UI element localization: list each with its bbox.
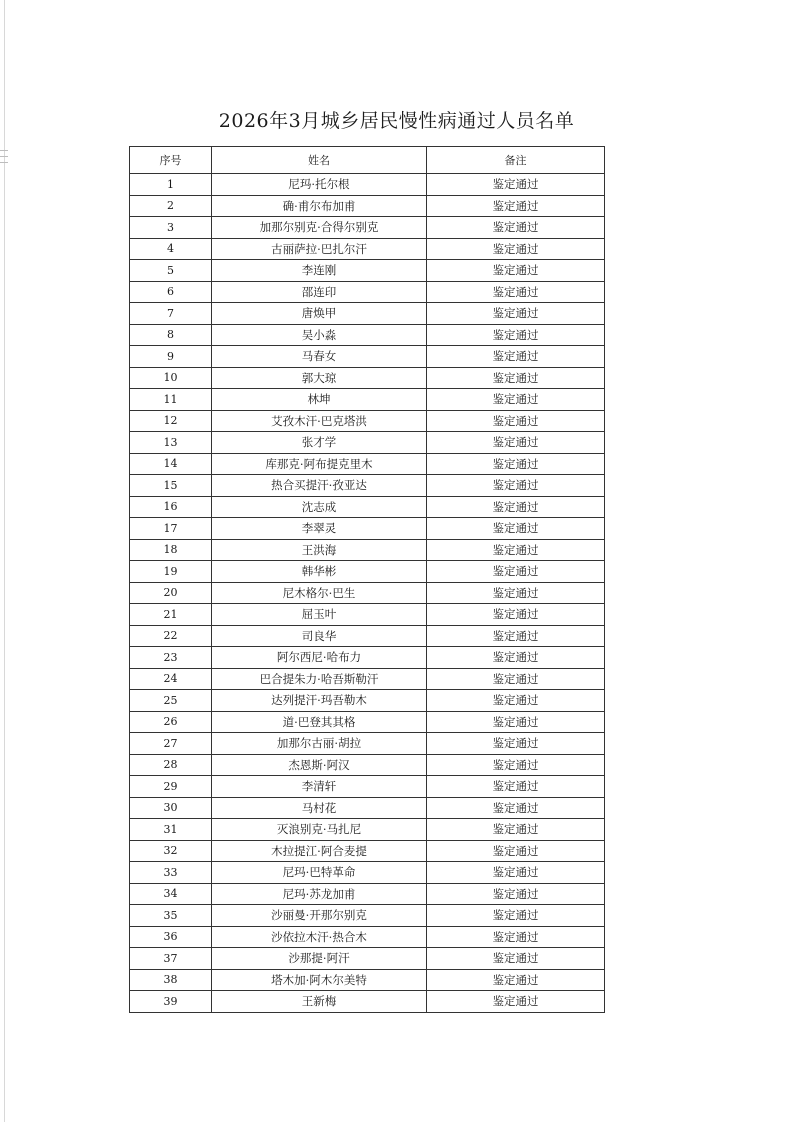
table-header-row	[130, 147, 605, 174]
name-cell: 吴小淼	[212, 324, 427, 346]
serial-number-cell: 38	[130, 969, 212, 991]
serial-number-cell: 10	[130, 367, 212, 389]
document-title: 2026年3月城乡居民慢性病通过人员名单	[218, 110, 575, 132]
remarks-cell: 鉴定通过	[427, 432, 605, 454]
serial-number-cell: 22	[130, 625, 212, 647]
serial-number-cell: 12	[130, 410, 212, 432]
table-row	[130, 475, 605, 497]
table-row	[130, 647, 605, 669]
remarks-cell: 鉴定通过	[427, 647, 605, 669]
serial-number-cell: 14	[130, 453, 212, 475]
remarks-cell: 鉴定通过	[427, 776, 605, 798]
serial-number-cell: 35	[130, 905, 212, 927]
table-row	[130, 346, 605, 368]
remarks-cell: 鉴定通过	[427, 754, 605, 776]
name-cell: 艾孜木汗·巴克塔洪	[212, 410, 427, 432]
remarks-cell: 鉴定通过	[427, 969, 605, 991]
table-row	[130, 905, 605, 927]
remarks-cell: 鉴定通过	[427, 174, 605, 196]
remarks-cell: 鉴定通过	[427, 238, 605, 260]
table-row	[130, 174, 605, 196]
serial-number-cell: 28	[130, 754, 212, 776]
remarks-cell: 鉴定通过	[427, 475, 605, 497]
remarks-cell: 鉴定通过	[427, 948, 605, 970]
serial-number-cell: 34	[130, 883, 212, 905]
name-cell: 李连刚	[212, 260, 427, 282]
serial-number-cell: 27	[130, 733, 212, 755]
serial-number-cell: 18	[130, 539, 212, 561]
serial-number-cell: 31	[130, 819, 212, 841]
remarks-cell: 鉴定通过	[427, 217, 605, 239]
name-cell: 沙依拉木汗·热合木	[212, 926, 427, 948]
serial-number-cell: 6	[130, 281, 212, 303]
name-cell: 热合买提汗·孜亚达	[212, 475, 427, 497]
remarks-cell: 鉴定通过	[427, 862, 605, 884]
name-cell: 沙那提·阿汗	[212, 948, 427, 970]
scan-mark	[0, 162, 8, 163]
table-row	[130, 711, 605, 733]
serial-number-cell: 32	[130, 840, 212, 862]
name-cell: 王新梅	[212, 991, 427, 1013]
table-row	[130, 883, 605, 905]
remarks-cell: 鉴定通过	[427, 905, 605, 927]
name-cell: 灭浪别克·马扎尼	[212, 819, 427, 841]
scan-edge-line	[4, 0, 5, 1122]
remarks-cell: 鉴定通过	[427, 840, 605, 862]
serial-number-cell: 13	[130, 432, 212, 454]
remarks-cell: 鉴定通过	[427, 625, 605, 647]
name-cell: 加那尔别克·合得尔别克	[212, 217, 427, 239]
table-row	[130, 991, 605, 1013]
table-row	[130, 367, 605, 389]
table-row	[130, 389, 605, 411]
serial-number-cell: 3	[130, 217, 212, 239]
name-cell: 沈志成	[212, 496, 427, 518]
serial-number-cell: 39	[130, 991, 212, 1013]
remarks-cell: 鉴定通过	[427, 883, 605, 905]
header-remarks: 备注	[427, 147, 605, 174]
name-cell: 李清轩	[212, 776, 427, 798]
table-row	[130, 926, 605, 948]
serial-number-cell: 5	[130, 260, 212, 282]
table-row	[130, 561, 605, 583]
table-body	[130, 174, 605, 1013]
table-row	[130, 410, 605, 432]
name-cell: 林坤	[212, 389, 427, 411]
name-cell: 屈玉叶	[212, 604, 427, 626]
remarks-cell: 鉴定通过	[427, 926, 605, 948]
name-cell: 张才学	[212, 432, 427, 454]
serial-number-cell: 29	[130, 776, 212, 798]
table-row	[130, 948, 605, 970]
table-row	[130, 840, 605, 862]
remarks-cell: 鉴定通过	[427, 582, 605, 604]
remarks-cell: 鉴定通过	[427, 690, 605, 712]
remarks-cell: 鉴定通过	[427, 367, 605, 389]
remarks-cell: 鉴定通过	[427, 539, 605, 561]
remarks-cell: 鉴定通过	[427, 303, 605, 325]
name-cell: 马村花	[212, 797, 427, 819]
table-row	[130, 260, 605, 282]
table-row	[130, 668, 605, 690]
serial-number-cell: 33	[130, 862, 212, 884]
serial-number-cell: 15	[130, 475, 212, 497]
name-cell: 木拉提江·阿合麦提	[212, 840, 427, 862]
remarks-cell: 鉴定通过	[427, 410, 605, 432]
table-row	[130, 303, 605, 325]
serial-number-cell: 1	[130, 174, 212, 196]
table-row	[130, 281, 605, 303]
serial-number-cell: 26	[130, 711, 212, 733]
name-cell: 巴合提朱力·哈吾斯勒汗	[212, 668, 427, 690]
remarks-cell: 鉴定通过	[427, 281, 605, 303]
table-row	[130, 797, 605, 819]
name-cell: 加那尔古丽·胡拉	[212, 733, 427, 755]
serial-number-cell: 37	[130, 948, 212, 970]
table-row	[130, 604, 605, 626]
table-row	[130, 582, 605, 604]
table-row	[130, 690, 605, 712]
table-row	[130, 776, 605, 798]
serial-number-cell: 36	[130, 926, 212, 948]
serial-number-cell: 30	[130, 797, 212, 819]
name-cell: 尼玛·巴特革命	[212, 862, 427, 884]
serial-number-cell: 17	[130, 518, 212, 540]
table-row	[130, 324, 605, 346]
table-row	[130, 217, 605, 239]
serial-number-cell: 25	[130, 690, 212, 712]
name-cell: 司良华	[212, 625, 427, 647]
scan-mark	[0, 150, 8, 151]
header-name: 姓名	[212, 147, 427, 174]
serial-number-cell: 2	[130, 195, 212, 217]
name-cell: 阿尔西尼·哈布力	[212, 647, 427, 669]
table-row	[130, 539, 605, 561]
serial-number-cell: 4	[130, 238, 212, 260]
remarks-cell: 鉴定通过	[427, 195, 605, 217]
table-row	[130, 518, 605, 540]
name-cell: 邵连印	[212, 281, 427, 303]
remarks-cell: 鉴定通过	[427, 711, 605, 733]
name-cell: 确·甫尔布加甫	[212, 195, 427, 217]
name-cell: 王洪海	[212, 539, 427, 561]
table-row	[130, 754, 605, 776]
remarks-cell: 鉴定通过	[427, 346, 605, 368]
name-cell: 马春女	[212, 346, 427, 368]
remarks-cell: 鉴定通过	[427, 604, 605, 626]
remarks-cell: 鉴定通过	[427, 991, 605, 1013]
name-cell: 沙丽曼·开那尔别克	[212, 905, 427, 927]
serial-number-cell: 9	[130, 346, 212, 368]
header-serial-number: 序号	[130, 147, 212, 174]
table-row	[130, 819, 605, 841]
table-row	[130, 625, 605, 647]
remarks-cell: 鉴定通过	[427, 668, 605, 690]
name-cell: 尼木格尔·巴生	[212, 582, 427, 604]
remarks-cell: 鉴定通过	[427, 733, 605, 755]
table-row	[130, 969, 605, 991]
remarks-cell: 鉴定通过	[427, 518, 605, 540]
scan-mark	[0, 156, 8, 157]
remarks-cell: 鉴定通过	[427, 797, 605, 819]
table-row	[130, 862, 605, 884]
approved-personnel-table	[129, 146, 605, 1013]
name-cell: 尼玛·托尔根	[212, 174, 427, 196]
serial-number-cell: 7	[130, 303, 212, 325]
table-row	[130, 733, 605, 755]
serial-number-cell: 19	[130, 561, 212, 583]
name-cell: 李翠灵	[212, 518, 427, 540]
serial-number-cell: 11	[130, 389, 212, 411]
table-row	[130, 453, 605, 475]
serial-number-cell: 24	[130, 668, 212, 690]
table-row	[130, 496, 605, 518]
remarks-cell: 鉴定通过	[427, 561, 605, 583]
table-row	[130, 195, 605, 217]
serial-number-cell: 16	[130, 496, 212, 518]
name-cell: 达列提汗·玛吾勒木	[212, 690, 427, 712]
remarks-cell: 鉴定通过	[427, 389, 605, 411]
remarks-cell: 鉴定通过	[427, 496, 605, 518]
name-cell: 库那克·阿布提克里木	[212, 453, 427, 475]
table-row	[130, 238, 605, 260]
name-cell: 塔木加·阿木尔美特	[212, 969, 427, 991]
remarks-cell: 鉴定通过	[427, 324, 605, 346]
remarks-cell: 鉴定通过	[427, 260, 605, 282]
name-cell: 杰恩斯·阿汉	[212, 754, 427, 776]
remarks-cell: 鉴定通过	[427, 819, 605, 841]
name-cell: 古丽萨拉·巴扎尔汗	[212, 238, 427, 260]
serial-number-cell: 23	[130, 647, 212, 669]
name-cell: 郭大琼	[212, 367, 427, 389]
serial-number-cell: 8	[130, 324, 212, 346]
serial-number-cell: 20	[130, 582, 212, 604]
serial-number-cell: 21	[130, 604, 212, 626]
remarks-cell: 鉴定通过	[427, 453, 605, 475]
name-cell: 唐焕甲	[212, 303, 427, 325]
name-cell: 尼玛·苏龙加甫	[212, 883, 427, 905]
table-row	[130, 432, 605, 454]
name-cell: 道·巴登其其格	[212, 711, 427, 733]
name-cell: 韩华彬	[212, 561, 427, 583]
